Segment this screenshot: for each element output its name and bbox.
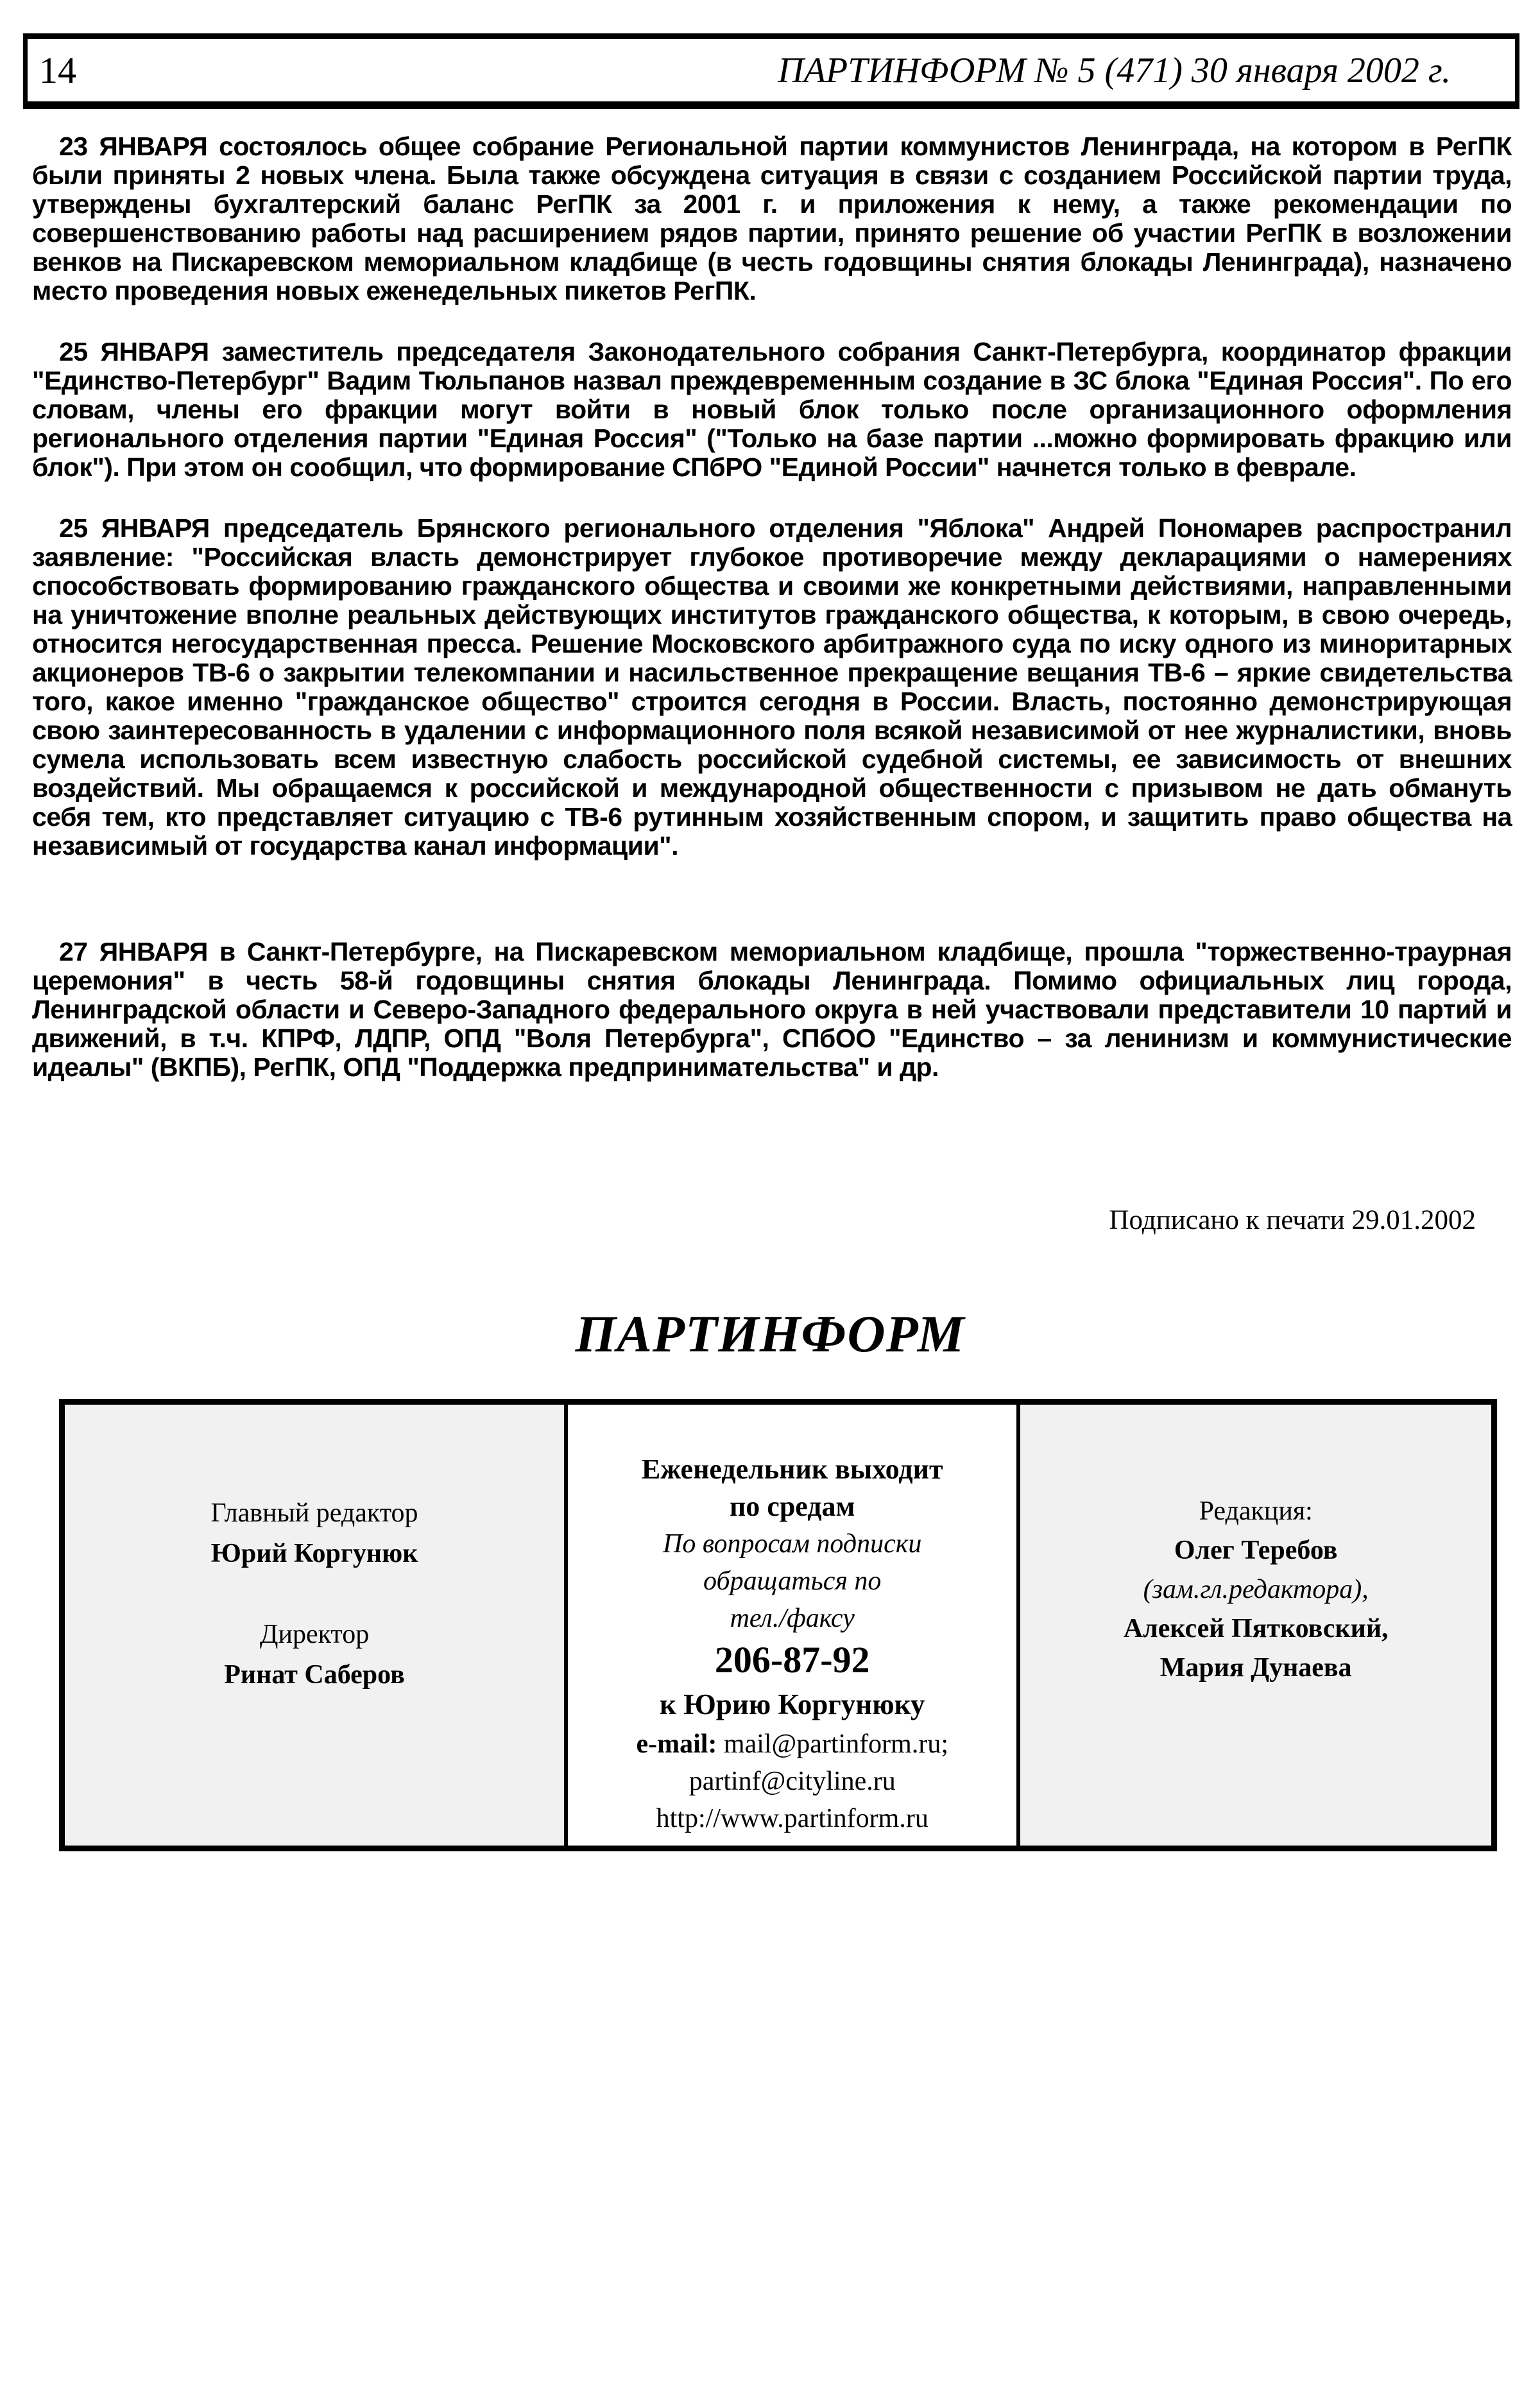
subscription-note-line-1: По вопросам подписки (663, 1529, 922, 1559)
page-number: 14 (39, 49, 76, 91)
news-paragraph-jan25-tyulpanov: 25 ЯНВАРЯ заместитель председателя Законодательного собрания Санкт-Петербурга, координатор фракции "Единство-Петербург" Вадим Тюльпанов назвал преждевременным создание в ЗС блока "Единая Россия". По его словам, члены его фракции могут войти в новый блок только после организационного оформления регионального отделения партии "Единая Россия" ("Только на базе партии ...можно формировать фракцию или блок"). При этом он сообщил, что формирование СПбРО "Единой России" начнется только в феврале. (32, 337, 1512, 482)
schedule-line-2: по средам (729, 1491, 855, 1522)
subscription-note-line-3: тел./факсу (730, 1604, 855, 1633)
editor-name-3: Мария Дунаева (1159, 1653, 1352, 1683)
schedule-line-1: Еженедельник выходит (641, 1453, 943, 1485)
director-label: Директор (259, 1620, 370, 1649)
phone-number: 206-87-92 (714, 1639, 870, 1681)
chief-editor-name: Юрий Коргунюк (210, 1539, 418, 1568)
page-header (23, 33, 1519, 109)
email-address-1: mail@partinform.ru; (717, 1729, 948, 1759)
colophon-box (59, 1399, 1497, 1851)
editorial-team-label: Редакция: (1199, 1496, 1313, 1526)
chief-editor-label: Главный редактор (210, 1498, 418, 1528)
header-title: ПАРТИНФОРМ № 5 (471) 30 января 2002 г. (778, 50, 1451, 90)
news-paragraph-jan25-ponomarev: 25 ЯНВАРЯ председатель Брянского регионального отделения "Яблока" Андрей Пономарев распространил заявление: "Российская власть демонстрирует глубокое противоречие между декларациями о намерениях способствовать формированию гражданского общества и своими же конкретными действиями, направленными на уничтожение вполне реальных действующих институтов гражданского общества, к которым, в свою очередь, относится негосударственная пресса. Решение Московского арбитражного суда по иску одного из миноритарных акционеров ТВ-6 о закрытии телекомпании и насильственное прекращение вещания ТВ-6 – яркие свидетельства того, какое именно "гражданское общество" строится сегодня в России. Власть, постоянно демонстрирующая свою заинтересованность в удалении с информационного поля всякой независимой от нее журналистики, вновь сумела использовать всем известную слабость российской судебной системы, ее зависимость от внешних воздействий. Мы обращаемся к российской и международной общественности с призывом не дать обмануть себя тем, кто представляет ситуацию с ТВ-6 рутинным хозяйственным спором, и защитить право общества на независимый от государства канал информации". (32, 513, 1512, 861)
masthead-title: ПАРТИНФОРМ (575, 1305, 965, 1363)
editor-name-1: Олег Теребов (1174, 1536, 1338, 1565)
email-line (568, 1726, 1016, 1763)
colophon-staff-cell (65, 1405, 564, 1846)
director-name: Ринат Саберов (224, 1660, 405, 1690)
email-address-2: partinf@cityline.ru (689, 1767, 896, 1796)
colophon-editorial-cell (1020, 1405, 1491, 1846)
blank-line (65, 1574, 564, 1615)
website-url: http://www.partinform.ru (656, 1804, 928, 1833)
editor-1-note: (зам.гл.редактора), (1143, 1575, 1369, 1604)
email-label: e-mail: (636, 1729, 717, 1759)
news-paragraph-jan23: 23 ЯНВАРЯ состоялось общее собрание Региональной партии коммунистов Ленинграда, на котором в РегПК были приняты 2 новых члена. Была также обсуждена ситуация в связи с созданием Российской партии труда, утверждены бухгалтерский баланс РегПК за 2001 г. и приложения к нему, а также рекомендации по совершенствованию работы над расширением рядов партии, принято решение об участии РегПК в возложении венков на Пискаревском мемориальном кладбище (в честь годовщины снятия блокады Ленинграда), назначено место проведения новых еженедельных пикетов РегПК. (32, 132, 1512, 305)
signed-to-print-line: Подписано к печати 29.01.2002 (1109, 1205, 1476, 1235)
colophon-contact-cell (564, 1405, 1020, 1846)
contact-person: к Юрию Коргунюку (660, 1688, 925, 1720)
news-paragraph-jan27: 27 ЯНВАРЯ в Санкт-Петербурге, на Пискаревском мемориальном кладбище, прошла "торжественно-траурная церемония" в честь 58-й годовщины снятия блокады Ленинграда. Помимо официальных лиц города, Ленинградской области и Северо-Западного федерального округа в ней участвовали представители 10 партий и движений, в т.ч. КПРФ, ЛДПР, ОПД "Воля Петербурга", СПбОО "Единство – за ленинизм и коммунистические идеалы" (ВКПБ), РегПК, ОПД "Поддержка предпринимательства" и др. (32, 937, 1512, 1082)
editor-name-2: Алексей Пятковский, (1123, 1614, 1389, 1643)
subscription-note-line-2: обращаться по (703, 1566, 882, 1596)
news-body (32, 132, 1512, 1114)
